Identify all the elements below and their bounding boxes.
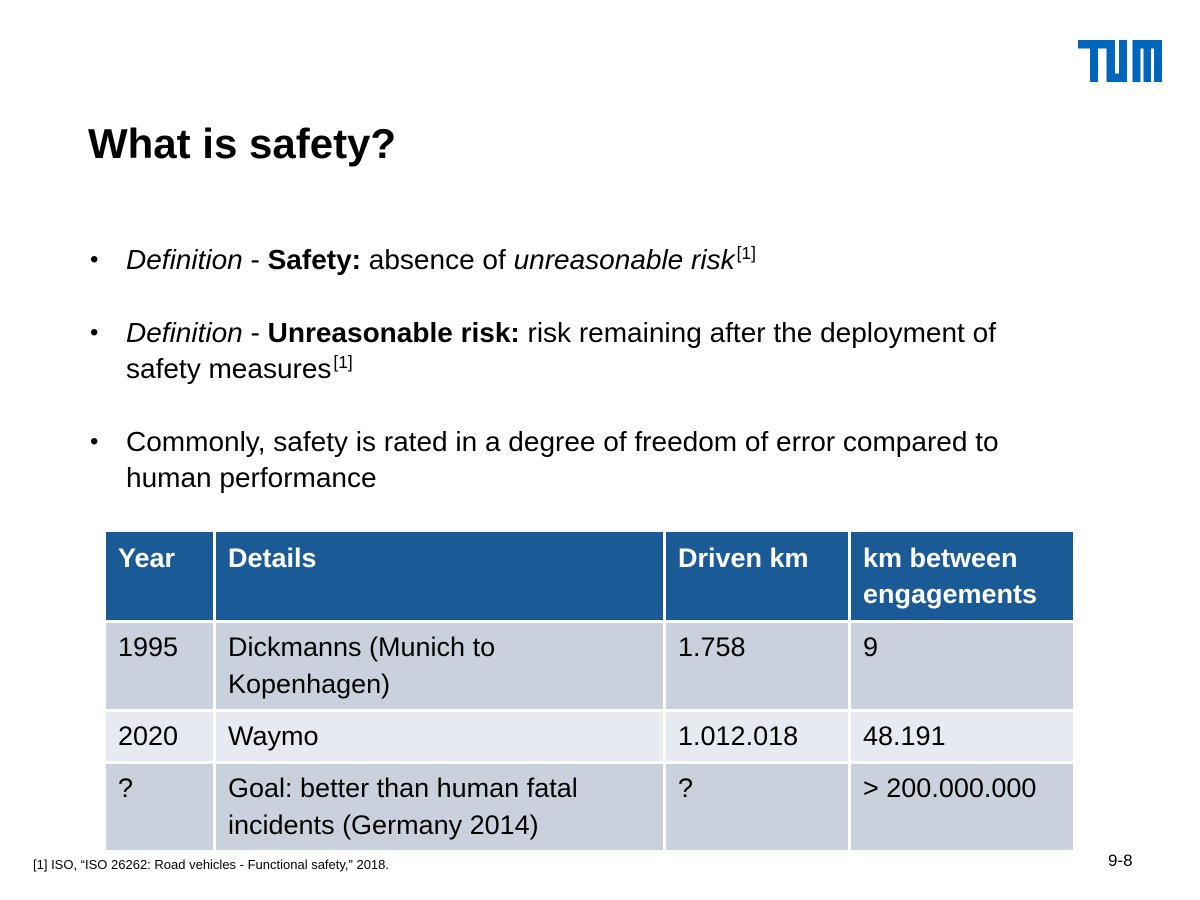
bullet-marker-icon: • (90, 319, 99, 346)
table-cell: 2020 (105, 711, 215, 763)
table-cell: Waymo (215, 711, 665, 763)
bullet-text-segment: Definition (126, 317, 243, 348)
bullet-marker-icon: • (90, 246, 99, 273)
safety-comparison-table (103, 529, 1076, 853)
slide-title: What is safety? (88, 120, 397, 167)
bullet-text-segment: - (242, 244, 268, 275)
table-cell: Goal: better than human fatal incidents (Germany 2014) (215, 763, 665, 852)
bullet-text-segment: Definition (126, 244, 243, 275)
footnote: [1] ISO, “ISO 26262: Road vehicles - Functional safety,” 2018. (33, 857, 389, 872)
table-cell: > 200.000.000 (850, 763, 1075, 852)
table-header-row (105, 531, 1075, 622)
bullet-text-segment: absence of (361, 244, 514, 275)
bullet-text (126, 426, 999, 493)
bullet-text (126, 317, 996, 384)
table-body (105, 622, 1075, 852)
tum-logo (1078, 40, 1162, 82)
bullet-list (88, 242, 1078, 533)
page-number: 9-8 (1108, 851, 1133, 870)
bullet-text-segment: risk remaining after the deployment of safety measures (126, 317, 996, 384)
bullet-text-segment: - (242, 317, 268, 348)
table-cell: 1.012.018 (665, 711, 850, 763)
table-cell: 1995 (105, 622, 215, 711)
table-cell: 9 (850, 622, 1075, 711)
table-header-cell: km between engagements (850, 531, 1075, 622)
table-header-cell: Driven km (665, 531, 850, 622)
table-cell: 48.191 (850, 711, 1075, 763)
bullet-item (88, 424, 1078, 496)
bullet-text-segment: unreasonable risk (513, 244, 735, 275)
tum-logo-icon (1078, 40, 1162, 82)
bullet-text-segment: Unreasonable risk: (267, 317, 520, 348)
table-row (105, 711, 1075, 763)
bullet-text-segment: [1] (736, 242, 756, 263)
bullet-text-segment: Commonly, safety is rated in a degree of freedom of error compared to human performance (126, 426, 999, 493)
bullet-item (88, 242, 1078, 278)
bullet-text-segment: Safety: (267, 244, 361, 275)
table-cell: Dickmanns (Munich to Kopenhagen) (215, 622, 665, 711)
table-cell: ? (665, 763, 850, 852)
table-row (105, 763, 1075, 852)
table-header-cell: Details (215, 531, 665, 622)
bullet-text-segment: [1] (333, 351, 353, 372)
table-cell: 1.758 (665, 622, 850, 711)
table-head (105, 531, 1075, 622)
table-header-cell: Year (105, 531, 215, 622)
table-row (105, 622, 1075, 711)
bullet-text (126, 244, 756, 275)
bullet-marker-icon: • (90, 428, 99, 455)
table-cell: ? (105, 763, 215, 852)
bullet-item (88, 315, 1078, 387)
